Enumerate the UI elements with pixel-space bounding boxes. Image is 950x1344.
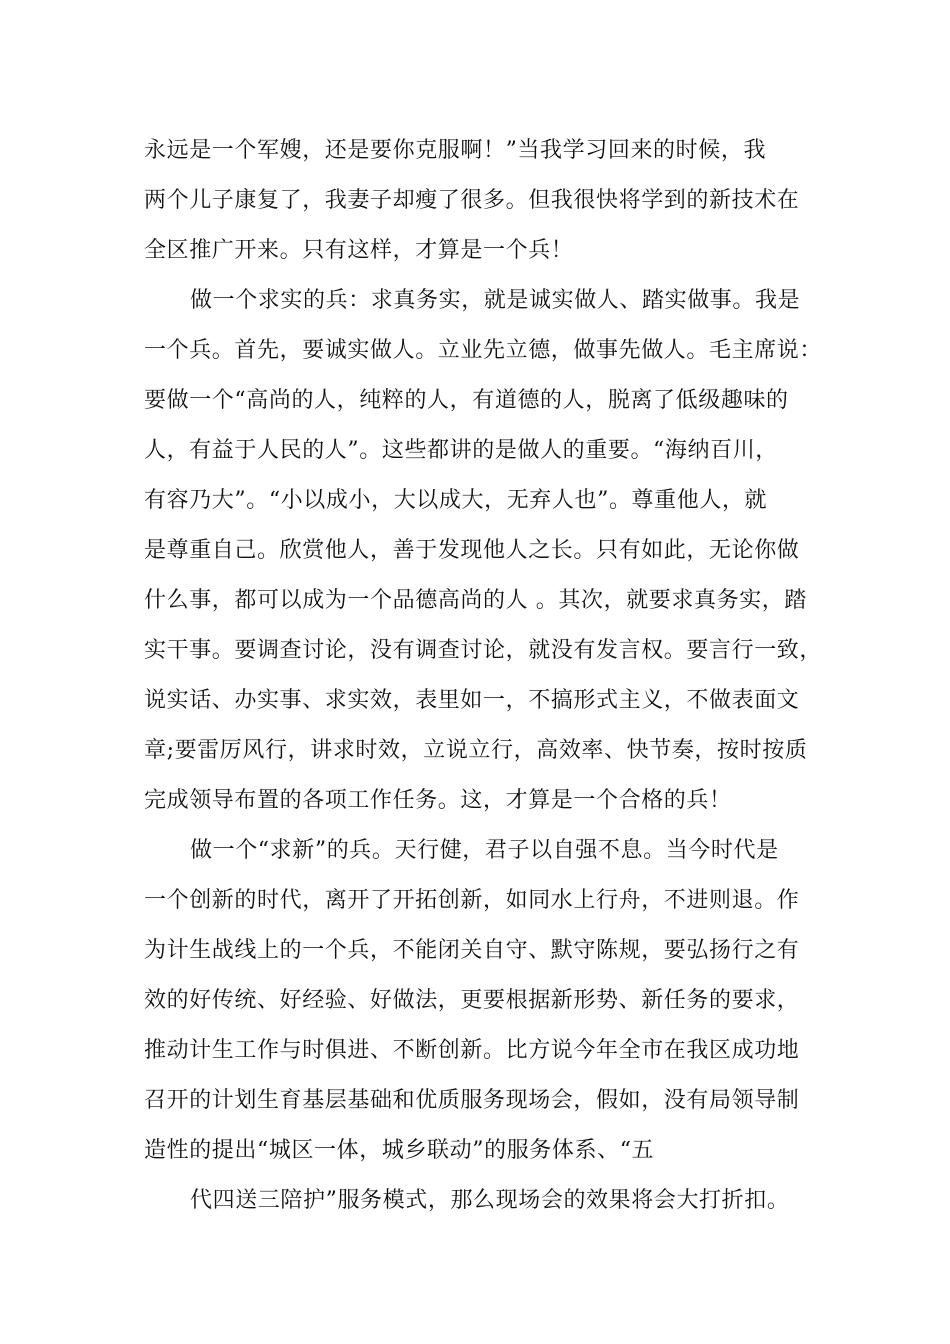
text-line: 实干事。要调查讨论，没有调查讨论，就没有发言权。要言行一致， <box>144 638 823 663</box>
text-line: 要做一个“高尚的人，纯粹的人，有道德的人，脱离了低级趣味的 <box>144 388 789 413</box>
paragraph-first-line: 做一个“求新”的兵。天行健，君子以自强不息。当今时代是 <box>190 838 779 863</box>
text-line: 造性的提出“城区一体，城乡联动”的服务体系、“五 <box>144 1138 655 1163</box>
text-line: 效的好传统、好经验、好做法，更要根据新形势、新任务的要求， <box>144 988 800 1013</box>
text-line: 什么事，都可以成为一个品德高尚的人 。其次，就要求真务实，踏 <box>144 588 807 613</box>
text-line: 是尊重自己。欣赏他人，善于发现他人之长。只有如此，无论你做 <box>144 538 800 563</box>
text-line: 完成领导布置的各项工作任务。这，才算是一个合格的兵！ <box>144 788 732 813</box>
text-line: 一个创新的时代，离开了开拓创新，如同水上行舟，不进则退。作 <box>144 888 800 913</box>
text-line: 人，有益于人民的人”。这些都讲的是做人的重要。“海纳百川， <box>144 438 778 463</box>
text-line: 召开的计划生育基层基础和优质服务现场会，假如，没有局领导制 <box>144 1088 800 1113</box>
text-line: 两个儿子康复了，我妻子却瘦了很多。但我很快将学到的新技术在 <box>144 188 800 213</box>
text-line: 全区推广开来。只有这样，才算是一个兵！ <box>144 238 574 263</box>
text-line: 推动计生工作与时俱进、不断创新。比方说今年全市在我区成功地 <box>144 1038 800 1063</box>
paragraph-first-line: 代四送三陪护”服务模式，那么现场会的效果将会大打折扣。 <box>190 1188 790 1213</box>
text-line: 为计生战线上的一个兵，不能闭关自守、默守陈规，要弘扬行之有 <box>144 938 800 963</box>
text-line: 章;要雷厉风行，讲求时效，立说立行，高效率、快节奏，按时按质 <box>144 738 808 763</box>
text-line: 永远是一个军嫂，还是要你克服啊！”当我学习回来的时候，我 <box>144 138 767 163</box>
text-line: 有容乃大”。“小以成小，大以成大，无弃人也”。尊重他人，就 <box>144 488 768 513</box>
paragraph-first-line: 做一个求实的兵：求真务实，就是诚实做人、踏实做事。我是 <box>190 288 801 313</box>
text-line: 一个兵。首先，要诚实做人。立业先立德，做事先做人。毛主席说： <box>144 338 823 363</box>
text-line: 说实话、办实事、求实效，表里如一，不搞形式主义，不做表面文 <box>144 688 800 713</box>
